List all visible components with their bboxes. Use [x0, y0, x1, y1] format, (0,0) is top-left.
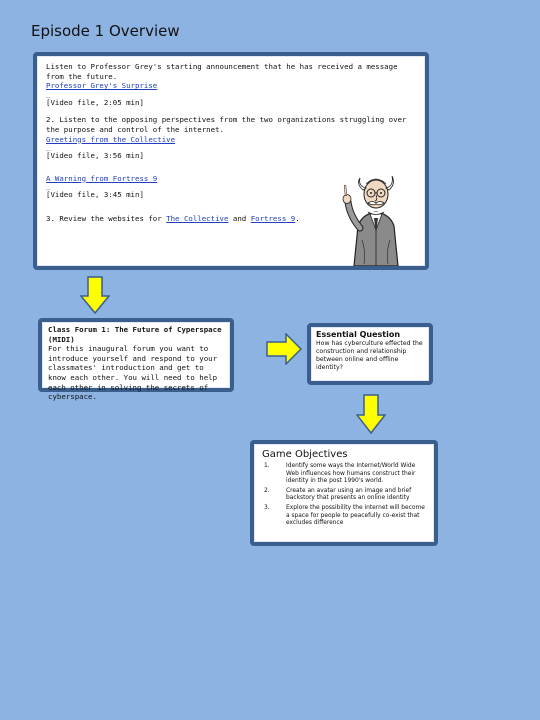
objectives-list — [262, 463, 426, 528]
essential-question-title: Essential Question — [316, 330, 401, 339]
link-underscore: _ — [46, 88, 51, 98]
game-objectives-title: Game Objectives — [262, 449, 348, 460]
greetings-collective-link[interactable]: Greetings from the Collective — [46, 134, 176, 144]
game-objectives-box — [250, 440, 438, 546]
video-length-2: [Video file, 3:56 min] — [46, 151, 144, 161]
list-item — [262, 505, 426, 528]
objective-number: 2. — [264, 487, 270, 494]
list-item — [262, 463, 426, 486]
instruction-item-3: 3. Review the websites for The Collective and Fortress 9. — [46, 213, 300, 223]
essential-question-text: How has cyberculture effected the construction and relationship between online and offline identity? — [316, 340, 423, 371]
link-underscore: _ — [46, 181, 51, 191]
instruction-item-2: 2. Listen to the opposing perspectives from the two organizations struggling over the purpose and control of the internet. — [46, 115, 407, 134]
list-item — [262, 488, 426, 503]
down-arrow-icon — [80, 276, 110, 314]
objective-text: Explore the possibility the internet will become a space for people to peacefully co-exist that excludes difference — [286, 504, 425, 527]
professor-illustration — [336, 160, 414, 266]
fortress9-website-link[interactable]: Fortress 9 — [250, 213, 296, 223]
right-arrow-icon — [266, 333, 302, 365]
objective-text: Create an avatar using an image and brief backstory that presents an online identity — [286, 487, 412, 502]
objective-text: Identify some ways the Internet/World Wide Web influences how humans construct their identity in the post 1990's world. — [286, 463, 416, 485]
collective-website-link[interactable]: The Collective — [166, 213, 229, 223]
forum-description: For this inaugural forum you want to introduce yourself and respond to your classmates' introduction and get to know each other. You will need to help each other in solving the secrets of cyberspace. — [48, 344, 218, 402]
video-length-3: [Video file, 3:45 min] — [46, 190, 144, 200]
objective-number: 1. — [264, 463, 270, 469]
intro-text: Listen to Professor Grey's starting announcement that he has received a message from the future. — [46, 62, 398, 81]
professor-grey-surprise-link[interactable]: Professor Grey's Surprise — [46, 81, 158, 91]
down-arrow-icon — [356, 394, 386, 434]
forum-title: Class Forum 1: The Future of Cyperspace (MIDI) — [48, 325, 222, 344]
class-forum-box — [38, 318, 234, 402]
link-underscore: _ — [46, 142, 51, 152]
video-length-1: [Video file, 2:05 min] — [46, 97, 144, 107]
warning-fortress-link[interactable]: A Warning from Fortress 9 — [46, 173, 158, 183]
objective-number: 3. — [264, 504, 270, 511]
page-title: Episode 1 Overview — [31, 22, 180, 40]
essential-question-box — [307, 323, 433, 385]
